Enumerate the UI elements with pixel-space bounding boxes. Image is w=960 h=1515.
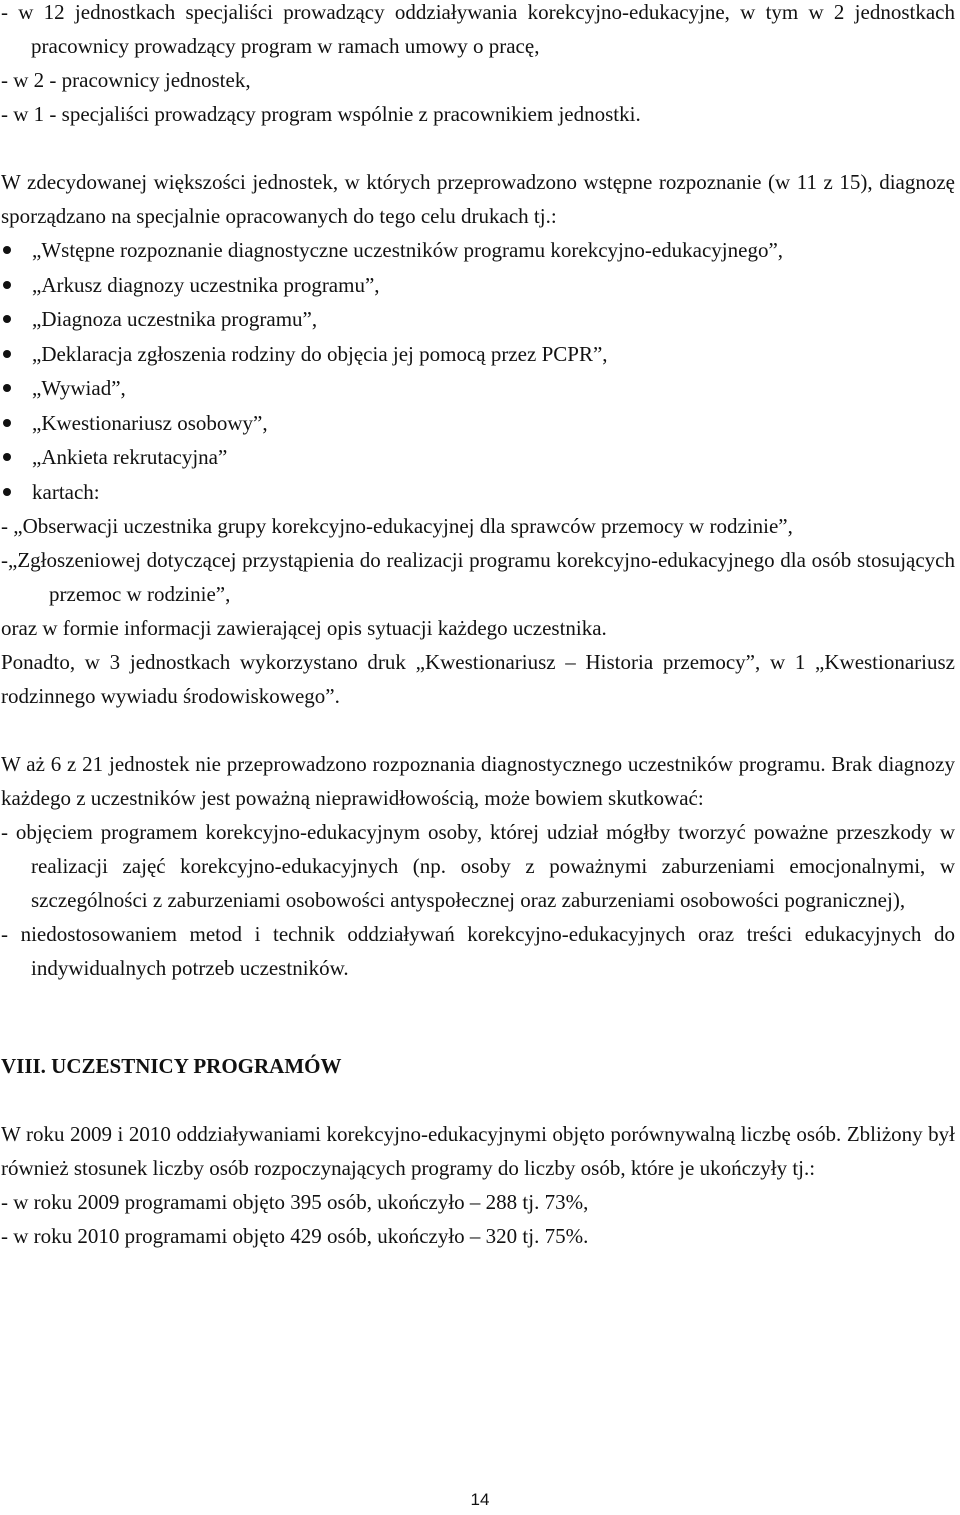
consequence-item: - niedostosowaniem metod i technik oddziaływań korekcyjno-edukacyjnych oraz treści edukacyjnych do indywidualnych potrzeb uczestników. (1, 922, 955, 980)
paragraph-additional: Ponadto, w 3 jednostkach wykorzystano druk „Kwestionariusz – Historia przemocy”, w 1 „Kwestionariusz rodzinnego wywiadu środowiskowego”. (1, 650, 955, 708)
spacer (1, 713, 955, 747)
bullet-icon (3, 419, 11, 427)
list-item-text: „Wstępne rozpoznanie diagnostyczne uczestników programu korekcyjno-edukacyjnego”, (32, 238, 784, 262)
card-item-observation: - „Obserwacji uczestnika grupy korekcyjno-edukacyjnej dla sprawców przemocy w rodzinie”, (1, 514, 793, 538)
list-item (1, 233, 955, 268)
spacer (1, 985, 955, 1049)
diagnosis-form-list (1, 233, 955, 509)
bullet-icon (3, 384, 11, 392)
card-item-registration: -„Zgłoszeniowej dotyczącej przystąpienia do realizacji programu korekcyjno-edukacyjnego dla osób stosujących przemoc w rodzinie”, (1, 548, 955, 606)
spacer (1, 1083, 955, 1117)
page-number: 14 (470, 1490, 490, 1509)
section-heading: VIII. UCZESTNICY PROGRAMÓW (1, 1054, 342, 1078)
list-item (1, 302, 955, 337)
paragraph-diagnosis: W zdecydowanej większości jednostek, w których przeprowadzono wstępne rozpoznanie (w 11 z 15), diagnozę sporządzano na specjalnie opracowanych do tego celu drukach tj.: (1, 170, 955, 228)
bullet-icon (3, 281, 11, 289)
consequence-item: - objęciem programem korekcyjno-edukacyjnym osoby, której udział mógłby tworzyć poważne przeszkody w realizacji zajęć korekcyjno-edukacyjnych (np. osoby z poważnymi zaburzeniami emocjonalnymi, w szczególności z zaburzeniami osobowości antyspołecznej oraz zaburzeniami osobowości pogranicznej), (1, 820, 955, 912)
intro-line-3: - w 1 - specjaliści prowadzący program wspólnie z pracownikiem jednostki. (1, 102, 641, 126)
list-item (1, 371, 955, 406)
list-item (1, 406, 955, 441)
list-item-text: kartach: (32, 479, 100, 504)
list-item (1, 268, 955, 303)
year-item-2010: - w roku 2010 programami objęto 429 osób, ukończyło – 320 tj. 75%. (1, 1224, 589, 1248)
bullet-icon (3, 315, 11, 323)
intro-line-2: - w 2 - pracownicy jednostek, (1, 68, 251, 92)
paragraph-participants: W roku 2009 i 2010 oddziaływaniami korekcyjno-edukacyjnymi objęto porównywalną liczbę osób. Zbliżony był również stosunek liczby osób rozpoczynających programy do liczby osób, które je ukończyły tj.: (1, 1122, 955, 1180)
card-list (1, 509, 955, 611)
page-content (1, 0, 955, 1253)
bullet-icon (3, 350, 11, 358)
list-item (1, 475, 955, 510)
list-item-text: „Arkusz diagnozy uczestnika programu”, (32, 272, 380, 297)
list-item-text: „Ankieta rekrutacyjna” (32, 445, 228, 469)
spacer (1, 131, 955, 165)
list-item-text: „Wywiad”, (32, 376, 126, 400)
year-item-2009: - w roku 2009 programami objęto 395 osób, ukończyło – 288 tj. 73%, (1, 1190, 589, 1214)
bullet-icon (3, 488, 11, 496)
list-item-text: „Kwestionariusz osobowy”, (32, 410, 268, 435)
paragraph-lack-of-diagnosis: W aż 6 z 21 jednostek nie przeprowadzono rozpoznania diagnostycznego uczestników programu. Brak diagnozy każdego z uczestników jest poważną nieprawidłowością, może bowiem skutkować: (1, 752, 955, 810)
list-item-text: „Diagnoza uczestnika programu”, (32, 307, 318, 331)
intro-line-1: - w 12 jednostkach specjaliści prowadzący oddziaływania korekcyjno-edukacyjne, w tym w 2 jednostkach pracownicy prowadzący program w ramach umowy o pracę, (1, 0, 955, 58)
list-item (1, 440, 955, 475)
bullet-icon (3, 246, 11, 254)
list-item-text: „Deklaracja zgłoszenia rodziny do objęcia jej pomocą przez PCPR”, (32, 341, 608, 366)
paragraph-form: oraz w formie informacji zawierającej opis sytuacji każdego uczestnika. (1, 616, 607, 640)
bullet-icon (3, 453, 11, 461)
consequence-list (1, 815, 955, 985)
list-item (1, 337, 955, 372)
